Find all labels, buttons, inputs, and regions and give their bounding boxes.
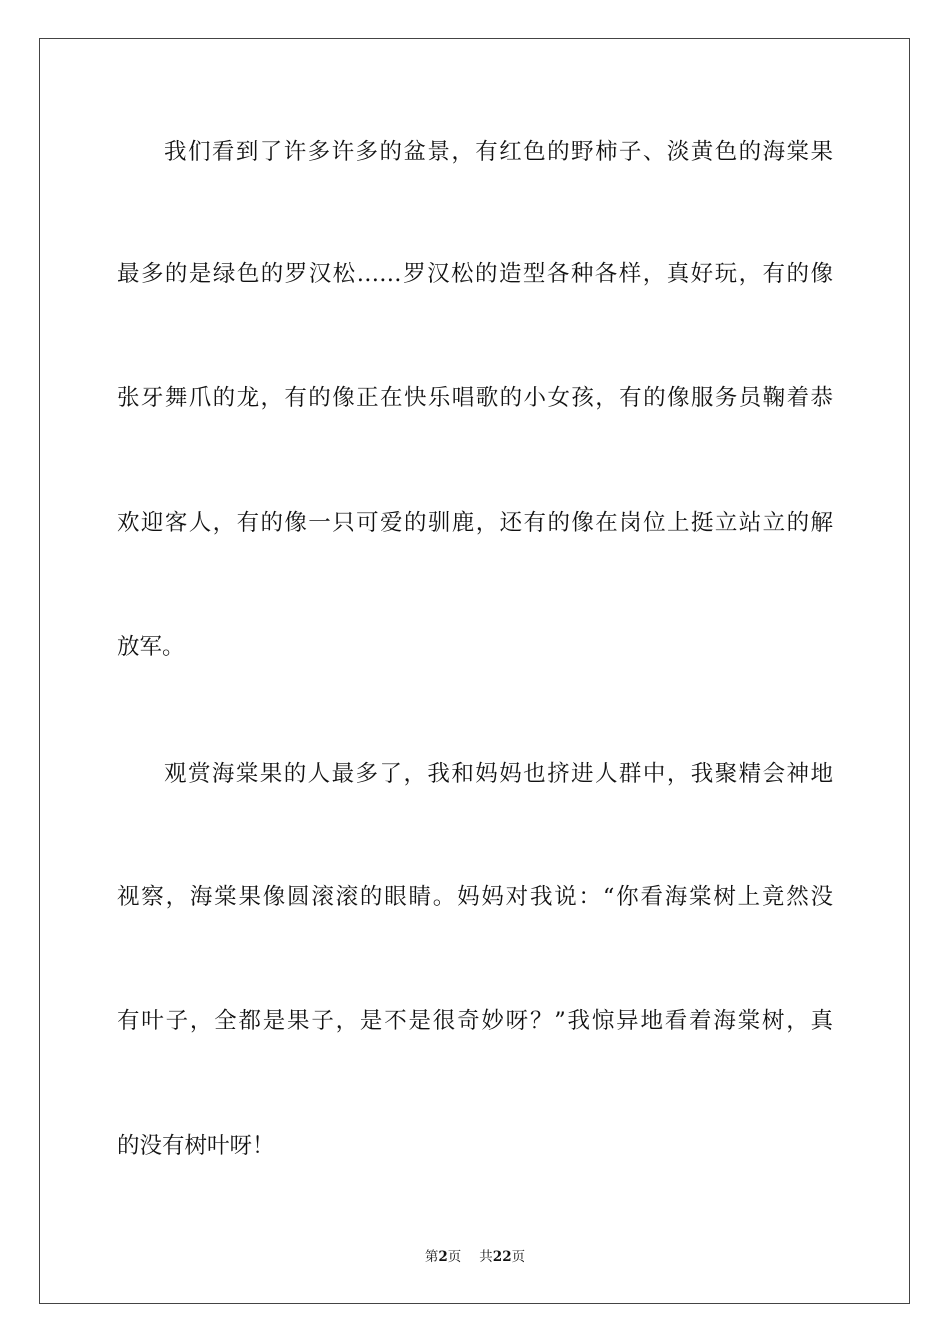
paragraph-2-line-3: 有叶子，全都是果子，是不是很奇妙呀？”我惊异地看着海棠树，真 [117, 1008, 833, 1034]
paragraph-1-line-2: 最多的是绿色的罗汉松……罗汉松的造型各种各样，真好玩，有的像 [117, 261, 833, 287]
page-footer [0, 1248, 950, 1266]
total-pages: 22 [492, 1249, 512, 1265]
paragraph-2-line-2: 视察，海棠果像圆滚滚的眼睛。妈妈对我说：“你看海棠树上竟然没 [117, 884, 833, 910]
paragraph-1-line-5: 放军。 [117, 634, 185, 660]
paragraph-1-line-1: 我们看到了许多许多的盆景，有红色的野柿子、淡黄色的海棠果 [164, 139, 833, 165]
paragraph-1-line-3: 张牙舞爪的龙，有的像正在快乐唱歌的小女孩，有的像服务员鞠着恭 [117, 385, 833, 411]
total-pages-prefix: 共 [479, 1249, 493, 1265]
page-border [39, 38, 910, 1304]
paragraph-1-line-4: 欢迎客人，有的像一只可爱的驯鹿，还有的像在岗位上挺立站立的解 [117, 510, 833, 536]
paragraph-2-line-1: 观赏海棠果的人最多了，我和妈妈也挤进人群中，我聚精会神地 [164, 761, 833, 787]
page-number: 2 [438, 1249, 448, 1265]
paragraph-2-line-4: 的没有树叶呀！ [117, 1133, 275, 1159]
total-pages-suffix: 页 [511, 1249, 526, 1265]
page-number-prefix: 第 [424, 1249, 439, 1265]
page-number-suffix: 页 [447, 1249, 462, 1265]
